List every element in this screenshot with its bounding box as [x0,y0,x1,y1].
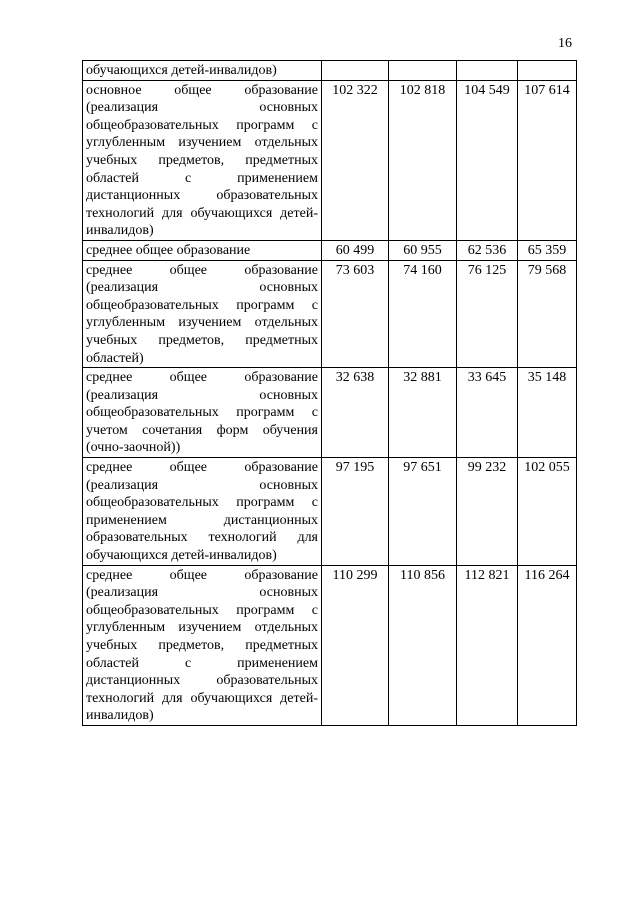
row-label: основное общее образование (реализация основных общеобразовательных программ с углубленным изучением отдельных учебных предметов, предметных областей с применением дистанционных образовательных технологий для обучающихся детей-инвалидов) [83,80,322,240]
value-cell [322,61,389,81]
value-cell: 35 148 [518,368,577,458]
table-row [83,61,577,81]
value-cell: 110 299 [322,565,389,725]
table-row [83,240,577,260]
value-cell: 32 881 [389,368,457,458]
value-cell: 110 856 [389,565,457,725]
value-cell: 74 160 [389,260,457,368]
value-cell: 102 055 [518,458,577,566]
value-cell: 104 549 [457,80,518,240]
value-cell: 76 125 [457,260,518,368]
value-cell: 65 359 [518,240,577,260]
row-label: среднее общее образование [83,240,322,260]
page-number: 16 [558,36,572,51]
value-cell: 79 568 [518,260,577,368]
value-cell: 73 603 [322,260,389,368]
row-label: среднее общее образование (реализация основных общеобразовательных программ с углубленным изучением отдельных учебных предметов, предметных областей с применением дистанционных образовательных технологий для обучающихся детей-инвалидов) [83,565,322,725]
value-cell: 33 645 [457,368,518,458]
row-label: среднее общее образование (реализация основных общеобразовательных программ с углубленным изучением отдельных учебных предметов, предметных областей) [83,260,322,368]
value-cell: 60 499 [322,240,389,260]
value-cell: 112 821 [457,565,518,725]
row-label: обучающихся детей-инвалидов) [83,61,322,81]
value-cell: 102 818 [389,80,457,240]
table-row [83,368,577,458]
table-row [83,260,577,368]
value-cell: 102 322 [322,80,389,240]
value-cell: 99 232 [457,458,518,566]
value-cell [389,61,457,81]
value-cell [457,61,518,81]
value-cell: 97 651 [389,458,457,566]
value-cell: 32 638 [322,368,389,458]
value-cell: 60 955 [389,240,457,260]
value-cell: 116 264 [518,565,577,725]
row-label: среднее общее образование (реализация основных общеобразовательных программ с учетом сочетания форм обучения (очно-заочной)) [83,368,322,458]
table-row [83,458,577,566]
row-label: среднее общее образование (реализация основных общеобразовательных программ с применением дистанционных образовательных технологий для обучающихся детей-инвалидов) [83,458,322,566]
table-row [83,565,577,725]
cost-table [82,60,577,726]
value-cell: 97 195 [322,458,389,566]
value-cell: 107 614 [518,80,577,240]
table-row [83,80,577,240]
value-cell: 62 536 [457,240,518,260]
value-cell [518,61,577,81]
